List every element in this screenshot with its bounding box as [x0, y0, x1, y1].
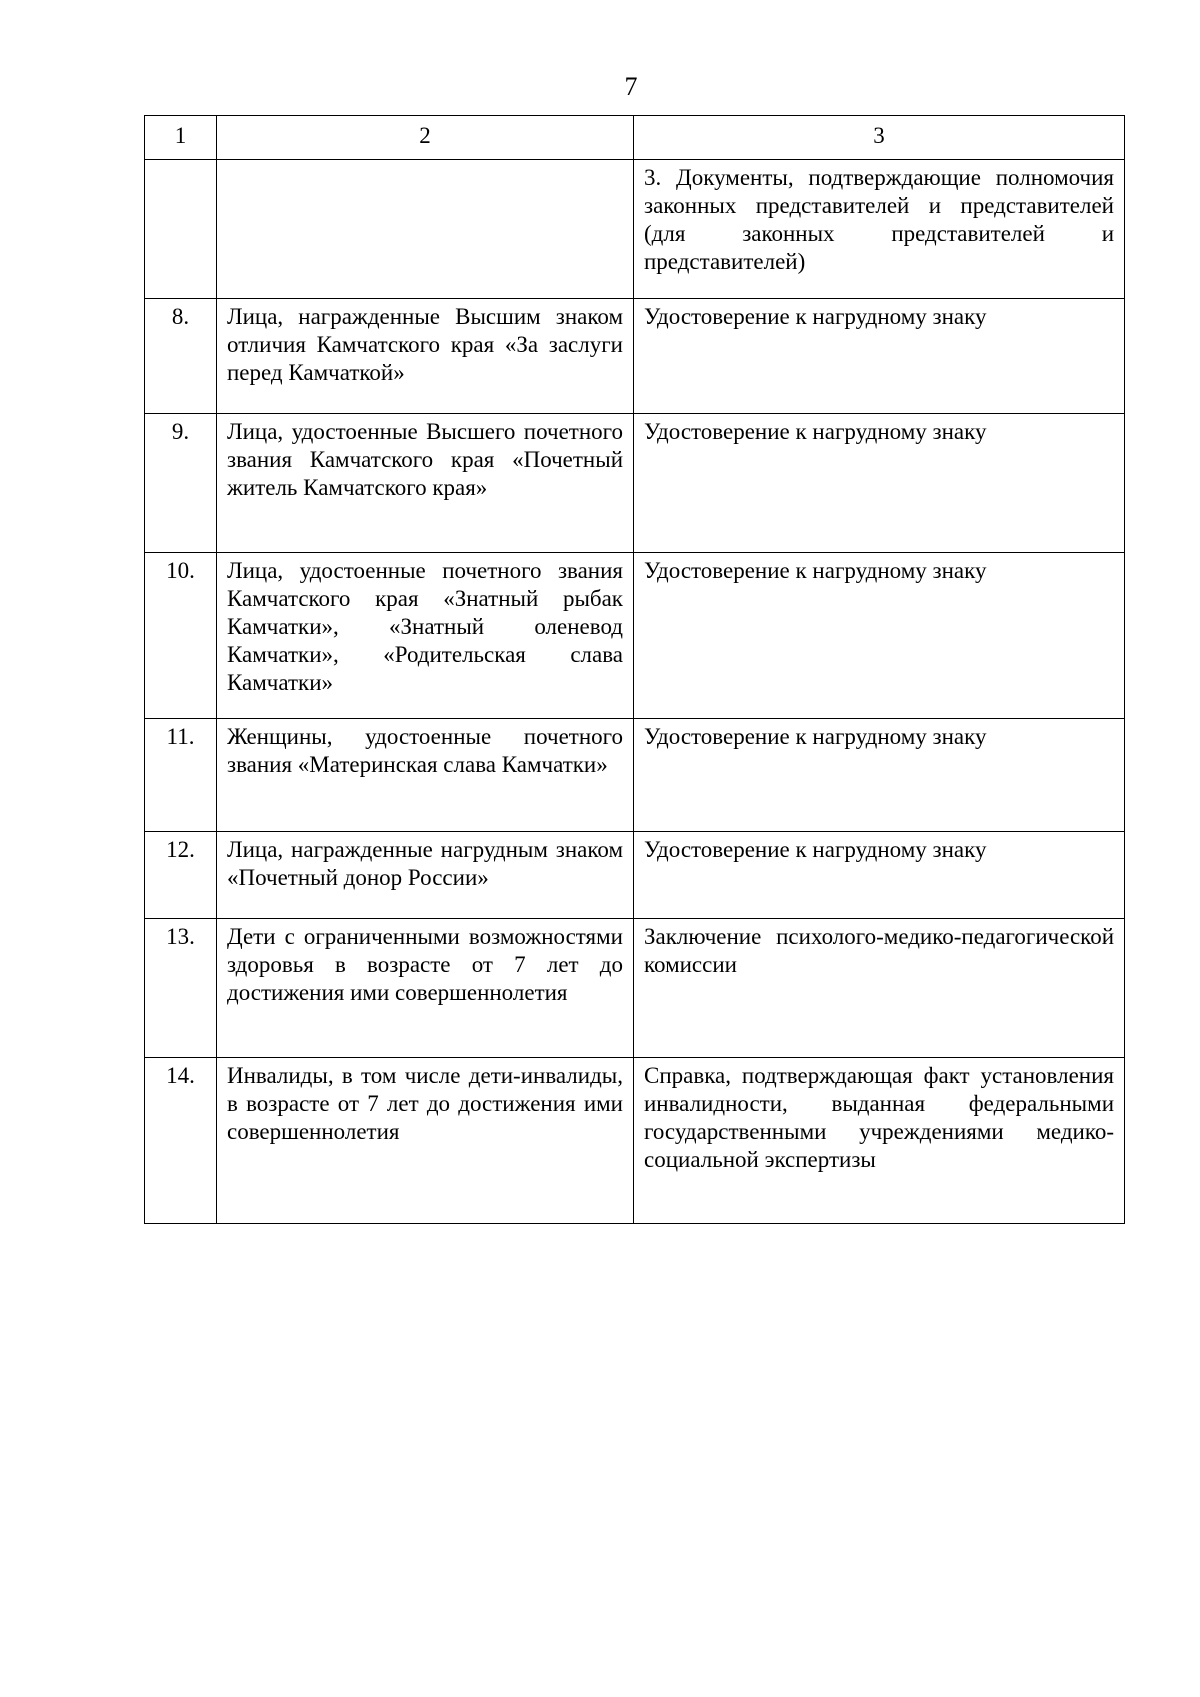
- page-number: 7: [624, 72, 638, 101]
- row-number: 12.: [145, 832, 217, 919]
- row-number: 9.: [145, 414, 217, 553]
- category-cell: [217, 160, 634, 299]
- category-cell: Женщины, удостоенные почетного звания «Материнская слава Камчатки»: [217, 719, 634, 832]
- table-row: [145, 299, 1125, 414]
- row-number: 14.: [145, 1058, 217, 1224]
- row-number: 13.: [145, 919, 217, 1058]
- document-cell: Удостоверение к нагрудному знаку: [634, 299, 1125, 414]
- category-cell: Лица, награжденные нагрудным знаком «Почетный донор России»: [217, 832, 634, 919]
- category-cell: Лица, удостоенные почетного звания Камчатского края «Знатный рыбак Камчатки», «Знатный оленевод Камчатки», «Родительская слава Камчатки»: [217, 553, 634, 719]
- category-cell: Дети с ограниченными возможностями здоровья в возрасте от 7 лет до достижения ими совершеннолетия: [217, 919, 634, 1058]
- table-row: [145, 919, 1125, 1058]
- document-cell: Удостоверение к нагрудному знаку: [634, 553, 1125, 719]
- document-cell: 3. Документы, подтверждающие полномочия законных представителей и представителей (для законных представителей и представителей): [634, 160, 1125, 299]
- category-cell: Инвалиды, в том числе дети-инвалиды, в возрасте от 7 лет до достижения ими совершеннолетия: [217, 1058, 634, 1224]
- document-cell: Справка, подтверждающая факт установления инвалидности, выданная федеральными государственными учреждениями медико-социальной экспертизы: [634, 1058, 1125, 1224]
- row-number: [145, 160, 217, 299]
- document-table: [144, 115, 1125, 1224]
- table-row: [145, 832, 1125, 919]
- table-row: [145, 719, 1125, 832]
- table-row: [145, 414, 1125, 553]
- table-row: [145, 160, 1125, 299]
- document-cell: Удостоверение к нагрудному знаку: [634, 832, 1125, 919]
- table-row: [145, 553, 1125, 719]
- document-cell: Удостоверение к нагрудному знаку: [634, 414, 1125, 553]
- table-row: [145, 1058, 1125, 1224]
- row-number: 10.: [145, 553, 217, 719]
- category-cell: Лица, удостоенные Высшего почетного звания Камчатского края «Почетный житель Камчатского края»: [217, 414, 634, 553]
- document-cell: Удостоверение к нагрудному знаку: [634, 719, 1125, 832]
- column-header-2: 2: [217, 116, 634, 160]
- row-number: 11.: [145, 719, 217, 832]
- column-header-1: 1: [145, 116, 217, 160]
- column-header-3: 3: [634, 116, 1125, 160]
- row-number: 8.: [145, 299, 217, 414]
- table-header-row: [145, 116, 1125, 160]
- category-cell: Лица, награжденные Высшим знаком отличия Камчатского края «За заслуги перед Камчаткой»: [217, 299, 634, 414]
- document-cell: Заключение психолого-медико-педагогической комиссии: [634, 919, 1125, 1058]
